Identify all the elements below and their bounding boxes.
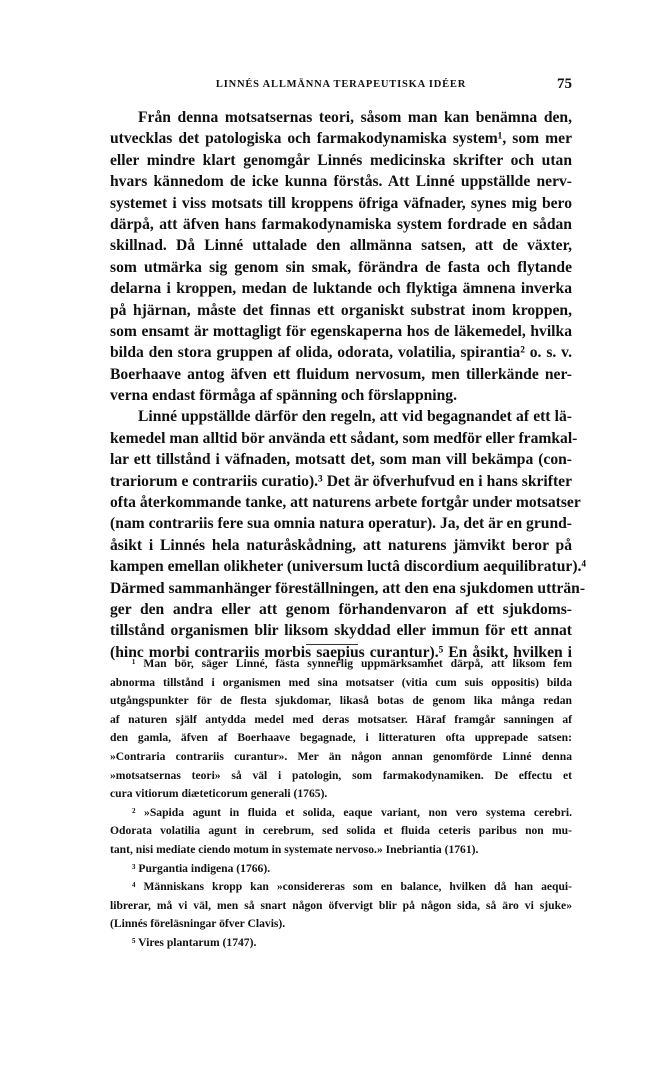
body-line: (hinc morbi contrariis morbis saepius curantur).⁵ En åsikt, hvilken i <box>110 643 572 661</box>
body-line: Från denna motsatsernas teori, såsom man kan benämna den, <box>138 109 572 126</box>
body-line: hvars kännedom de icke kunna förstås. Att Linné uppställde nerv- <box>110 173 572 191</box>
body-line: därpå, att äfven hans farmakodynamiska system fordrade en sådan <box>110 215 572 233</box>
body-line: Därmed sammanhänger föreställningen, att den ena sjukdomen utträn- <box>110 579 586 597</box>
body-line: Linné uppställde därför den regeln, att vid begagnandet af ett lä- <box>138 408 572 426</box>
page-number: 75 <box>557 76 572 92</box>
body-line: kampen emellan olikheter (universum luctâ discordium aequilibratur).⁴ <box>110 558 587 576</box>
body-text <box>110 107 587 663</box>
footnote-line: (Linnés föreläsningar öfver Clavis). <box>110 917 286 931</box>
body-line: åsikt i Linnés hela naturåskådning, att naturens jämvikt beror på <box>110 536 572 554</box>
footnote-line: den gamla, äfven af Boerhaave begagnade, i litteraturen ofta upprepade satsen: <box>110 731 572 745</box>
body-line: tillstånd organismen blir liksom skyddad eller immun för ett annat <box>110 622 572 640</box>
footnote-line: abnorma tillstånd i organismen med sina motsatser (vitia cum suis oppositis) bilda <box>110 675 572 689</box>
running-title: LINNÉS ALLMÄNNA TERAPEUTISKA IDÉER <box>215 79 467 90</box>
footnote-line: librerar, må vi väl, men så snart någon öfvervigt blir på någon sida, så äro vi sjuke» <box>110 898 572 912</box>
footnote-line: cura vitiorum diæteticorum generali (1765). <box>110 787 328 801</box>
body-line: verna endast förmåga af spänning och förslappning. <box>110 387 458 405</box>
footnote-divider <box>306 644 358 645</box>
body-line: lar ett tillstånd i väfnaden, motsatt det, som man vill bekämpa (con- <box>110 451 572 469</box>
footnote-line: ³ Purgantia indigena (1766). <box>132 861 271 875</box>
body-line: kemedel man alltid bör använda ett sådant, som medför eller framkal- <box>110 429 578 447</box>
footnote-line: Odorata volatilia agunt in cerebrum, sed solida et fluida ceteris paribus non mu- <box>110 824 572 838</box>
body-line: bilda den stora gruppen af olida, odorata, volatilia, spirantia² o. s. v. <box>110 344 572 362</box>
footnote-line: ⁴ Människans kropp kan »considereras som en balance, hvilken då han aequi- <box>132 880 572 894</box>
footnote-line: ⁵ Vires plantarum (1747). <box>132 935 257 949</box>
footnote-line: ² »Sapida agunt in fluida et solida, eaque variant, non vero systema cerebri. <box>132 805 572 819</box>
body-line: Boerhaave antog äfven ett fluidum nervosum, men tillerkände ner- <box>110 365 572 383</box>
body-line: trariorum e contrariis curatio).³ Det är öfverhufvud en i hans skrifter <box>110 472 572 490</box>
footnote-line: ¹ Man bör, säger Linné, fästa synnerlig uppmärksamhet därpå, att liksom fem <box>132 657 572 670</box>
footnote-line: tant, nisi mediate ciendo motum in systemate nervoso.» Inebriantia (1761). <box>110 842 479 856</box>
body-line: eller mindre klart genomgår Linnés medicinska skrifter och utan <box>110 151 572 169</box>
body-line: delarna i kroppen, medan de luktande och flyktiga ämnena inverka <box>110 280 572 298</box>
page-header <box>110 76 572 96</box>
body-line: ofta återkommande tanke, att naturens arbete fortgår under motsatser <box>110 494 581 512</box>
footnote-line: af naturen själf antydda medel med deras motsatser. Häraf framgår sanningen af <box>110 712 572 726</box>
body-line: som ensamt är mottagligt för egenskaperna hos de läkemedel, hvilka <box>110 322 572 340</box>
body-line: skillnad. Då Linné uttalade den allmänna satsen, att de växter, <box>110 237 572 255</box>
body-line: som utmärka sig genom sin smak, förändra de fasta och flytande <box>110 258 572 276</box>
body-line: ger den andra eller att genom förhandenvaron af ett sjukdoms- <box>110 600 572 618</box>
body-line: på hjärnan, måste det finnas ett organiskt substrat inom kroppen, <box>110 301 572 319</box>
body-line: utvecklas det patologiska och farmakodynamiska system¹, som mer <box>110 130 572 148</box>
footnotes <box>110 655 572 953</box>
footnote-line: »motsatsernas teori» så väl i patologin, som farmakodynamiken. De effectu et <box>110 768 572 782</box>
body-line: systemet i viss motsats till kroppens öfriga väfnader, synes mig bero <box>110 194 572 212</box>
footnote-line: »Contraria contrariis curantur». Mer än någon annan genomförde Linné denna <box>110 749 572 763</box>
footnote-line: utgångspunkter för de flesta sjukdomar, likaså botas de genom lika många redan <box>110 694 572 708</box>
body-line: (nam contrariis fere sua omnia natura operatur). Ja, det är en grund- <box>110 515 572 533</box>
